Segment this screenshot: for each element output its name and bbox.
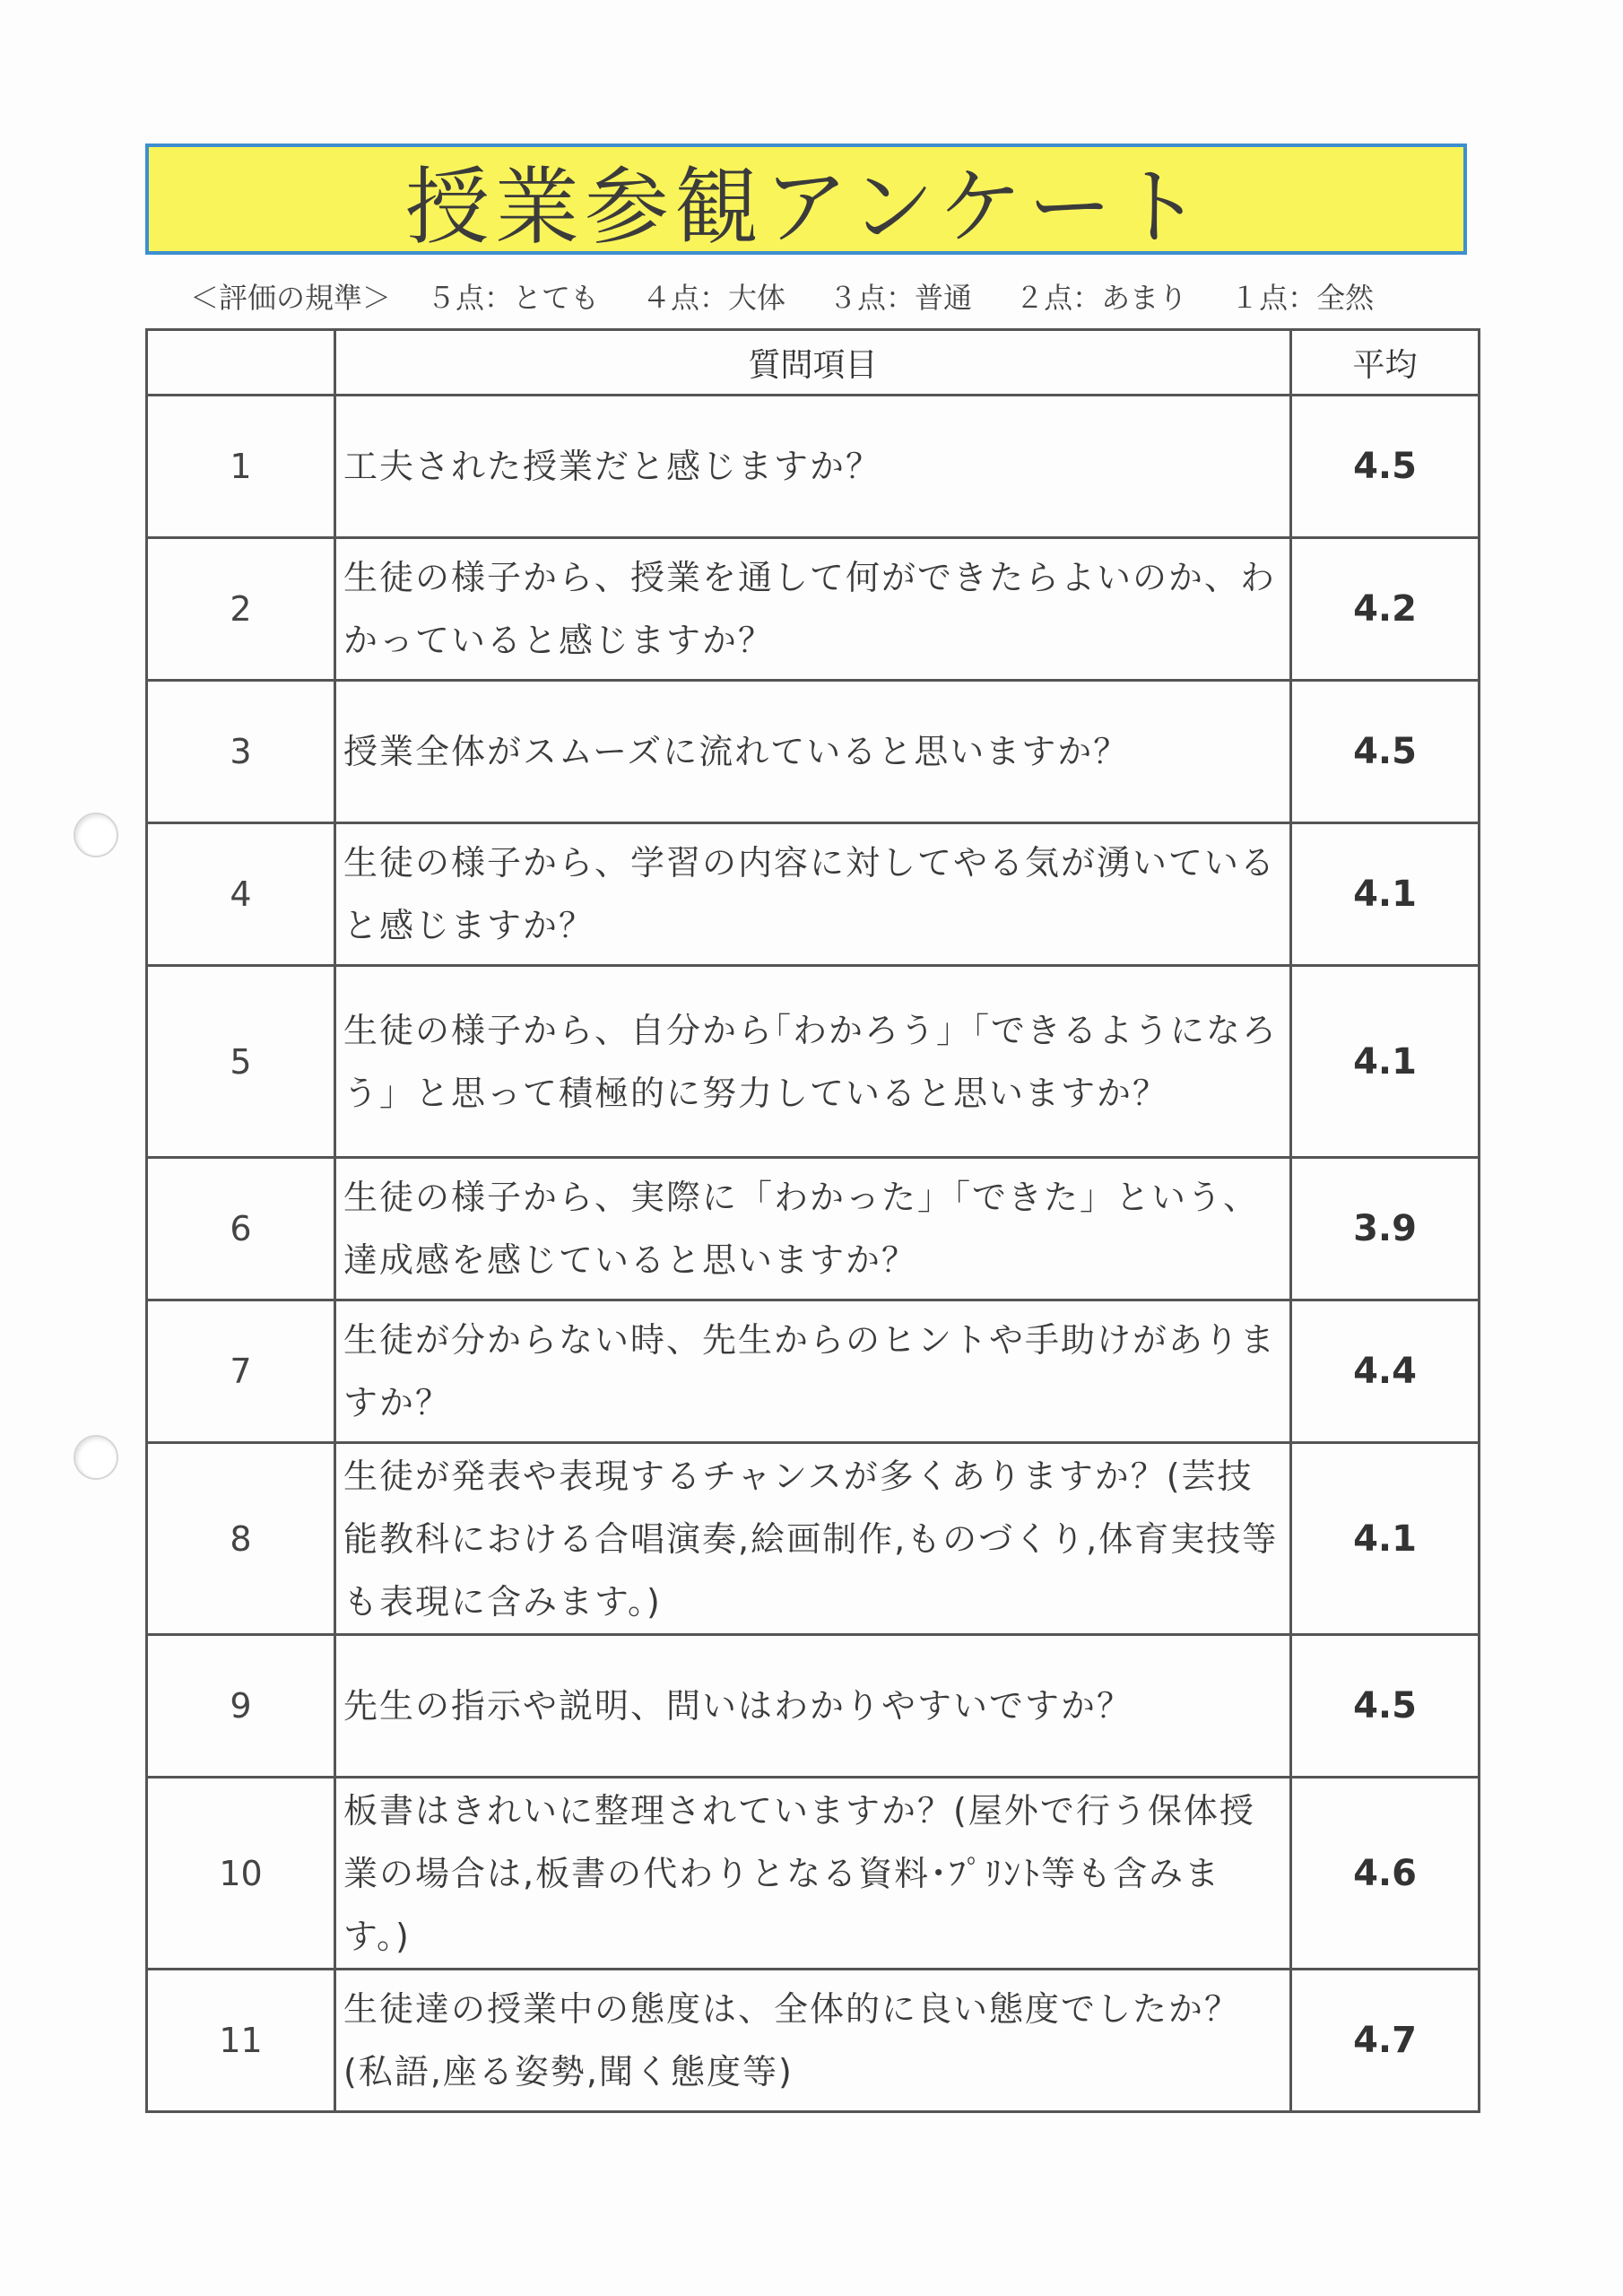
table-row (147, 1635, 1480, 1778)
survey-table (145, 328, 1480, 2113)
row-average: 4.4 (1291, 1300, 1480, 1443)
table-header-row (147, 330, 1480, 396)
row-average: 4.1 (1291, 823, 1480, 966)
row-question: 生徒が発表や表現するチャンスが多くありますか？(芸技能教科における合唱演奏,絵画制作,ものづくり,体育実技等も表現に含みます。) (343, 1456, 1279, 1622)
row-average: 4.5 (1291, 396, 1480, 538)
row-question: 生徒の様子から、学習の内容に対してやる気が湧いていると感じますか？ (343, 843, 1277, 945)
row-number: 6 (147, 1158, 335, 1300)
row-question: 生徒達の授業中の態度は、全体的に良い態度でしたか？(私語,座る姿勢,聞く態度等) (343, 1989, 1241, 2092)
row-number: 11 (147, 1970, 335, 2112)
row-number: 10 (147, 1778, 335, 1970)
row-number: 9 (147, 1635, 335, 1778)
row-number: 3 (147, 681, 335, 823)
row-average: 3.9 (1291, 1158, 1480, 1300)
row-average: 4.5 (1291, 1635, 1480, 1778)
row-average: 4.1 (1291, 966, 1480, 1158)
row-average: 4.6 (1291, 1778, 1480, 1970)
row-question: 授業全体がスムーズに流れていると思いますか？ (343, 732, 1130, 771)
row-number: 8 (147, 1443, 335, 1635)
row-number: 2 (147, 538, 335, 681)
header-average: 平均 (1291, 330, 1480, 396)
row-average: 4.2 (1291, 538, 1480, 681)
criteria-item: ５点：とても (427, 281, 600, 315)
table-row (147, 538, 1480, 681)
criteria-item: １点：全然 (1230, 281, 1375, 315)
table-row (147, 823, 1480, 966)
punch-hole-top (74, 813, 118, 857)
row-question: 生徒の様子から、自分から｢わかろう｣「できるようになろう」と思って積極的に努力していると思いますか？ (343, 1010, 1279, 1113)
page-title: 授業参観アンケート (404, 158, 1208, 257)
row-question: 工夫された授業だと感じますか？ (343, 447, 882, 486)
header-number (147, 330, 335, 396)
rating-criteria (190, 274, 1472, 317)
row-number: 1 (147, 396, 335, 538)
row-question: 生徒が分からない時、先生からのヒントや手助けがありますか？ (343, 1320, 1277, 1422)
row-average: 4.7 (1291, 1970, 1480, 2112)
criteria-label: ＜評価の規準＞ (190, 281, 392, 315)
row-question: 生徒の様子から、授業を通して何ができたらよいのか、わかっていると感じますか？ (343, 558, 1277, 660)
table-row (147, 1158, 1480, 1300)
punch-hole-bottom (74, 1435, 118, 1480)
row-number: 4 (147, 823, 335, 966)
title-banner (145, 144, 1467, 255)
table-row (147, 681, 1480, 823)
table-row (147, 1778, 1480, 1970)
row-number: 7 (147, 1300, 335, 1443)
criteria-item: ３点：普通 (829, 281, 973, 315)
criteria-item: ４点：大体 (642, 281, 786, 315)
header-question: 質問項目 (335, 330, 1291, 396)
table-row (147, 966, 1480, 1158)
row-average: 4.1 (1291, 1443, 1480, 1635)
criteria-item: ２点：あまり (1015, 281, 1188, 315)
row-question: 生徒の様子から、実際に「わかった」「できた」という、達成感を感じていると思いますか？ (343, 1178, 1260, 1280)
table-row (147, 1300, 1480, 1443)
row-number: 5 (147, 966, 335, 1158)
row-question: 板書はきれいに整理されていますか？(屋外で行う保体授業の場合は,板書の代わりとなる資料･ﾌﾟﾘﾝﾄ等も含みます。) (343, 1790, 1255, 1956)
table-row (147, 1970, 1480, 2112)
row-average: 4.5 (1291, 681, 1480, 823)
row-question: 先生の指示や説明、問いはわかりやすいですか？ (343, 1686, 1133, 1726)
table-row (147, 1443, 1480, 1635)
table-row (147, 396, 1480, 538)
